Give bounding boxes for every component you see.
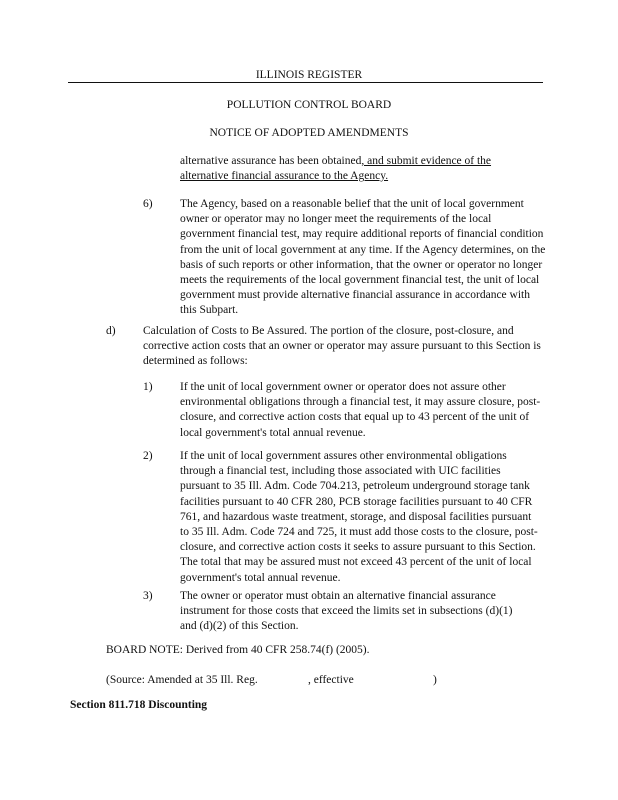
item-1-label: 1) <box>143 381 153 393</box>
continuation-paragraph <box>180 154 520 184</box>
header-register: ILLINOIS REGISTER <box>255 69 363 81</box>
item-2-text: If the unit of local government assures other environmental obligations through a financial test, including those associated with UIC facilities pursuant to 35 Ill. Adm. Code 704.213, petroleum underground storage tank facilities pursuant to 40 CFR 280, PCB storage facilities pursuant to 40 CFR 761, and hazardous waste treatment, storage, and disposal facilities pursuant to 35 Ill. Adm. Code 724 and 725, it must add those costs to the closure, post-closure, and corrective action costs it seeks to assure pursuant to this Section. The total that may be assured must not exceed 43 percent of the unit of local government's total annual revenue. <box>180 450 538 584</box>
item-3-text: The owner or operator must obtain an alternative financial assurance instrument for those costs that exceed the limits set in subsections (d)(1) and (d)(2) of this Section. <box>180 590 513 633</box>
item-3-label: 3) <box>143 590 153 602</box>
source-effective: , effective <box>308 674 354 686</box>
source-line <box>106 673 546 689</box>
section-heading: Section 811.718 Discounting <box>70 699 208 711</box>
item-1-text: If the unit of local government owner or operator does not assure other environmental obligations through a financial test, it may assure closure, post-closure, and corrective action costs that equal up to 43 percent of the unit of local government's total annual revenue. <box>180 381 541 439</box>
continuation-plain: alternative assurance has been obtained <box>180 155 362 167</box>
item-2-label: 2) <box>143 450 153 462</box>
header-rule <box>68 82 543 83</box>
header-board: POLLUTION CONTROL BOARD <box>226 99 392 111</box>
source-close-paren: ) <box>433 674 437 686</box>
continuation-underlined: , and submit evidence of the alternative financial assurance to the Agency. <box>180 155 492 183</box>
item-d-label: d) <box>106 325 116 337</box>
source-amended: (Source: Amended at 35 Ill. Reg. <box>106 674 258 686</box>
header-notice: NOTICE OF ADOPTED AMENDMENTS <box>209 127 409 139</box>
board-note: BOARD NOTE: Derived from 40 CFR 258.74(f) (2005). <box>106 644 370 656</box>
item-d-text: Calculation of Costs to Be Assured. The portion of the closure, post-closure, and corrective action costs that an owner or operator may assure pursuant to this Section is determined as follows: <box>143 325 541 368</box>
item-6-text: The Agency, based on a reasonable belief that the unit of local government owner or operator may no longer meet the requirements of the local government financial test, may require additional reports of financial condition from the unit of local government at any time. If the Agency determines, on the basis of such reports or other information, that the owner or operator no longer meets the requirements of the local government financial test, the unit of local government must provide alternative financial assurance in accordance with this Subpart. <box>180 198 546 317</box>
item-6-label: 6) <box>143 198 153 210</box>
